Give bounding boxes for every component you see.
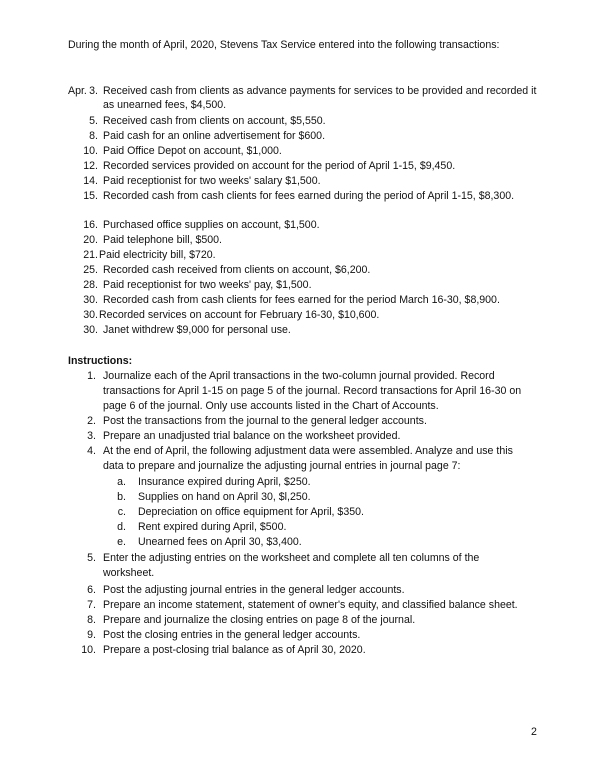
transaction-text: Purchased office supplies on account, $1,500. [103,219,320,231]
transaction-text: Paid electricity bill, $720. [99,249,216,261]
instruction-number: 10. [81,644,96,656]
instruction-text: Journalize each of the April transactions in the two-column journal provided. Record [103,370,495,382]
transaction-day: 3. [89,85,98,97]
instruction-text: Enter the adjusting entries on the worksheet and complete all ten columns of the [103,552,480,564]
transaction-day: 15. [83,190,98,202]
adjustment-letter: b. [117,491,126,503]
transaction-day: 16. [83,219,98,231]
instruction-number: 5. [87,552,96,564]
adjustment-text: Supplies on hand on April 30, $l,250. [138,491,311,503]
intro-text: During the month of April, 2020, Stevens Tax Service entered into the following transactions: [68,39,500,51]
transaction-day: 28. [83,279,98,291]
transaction-text: Recorded cash from cash clients for fees earned during the period of April 1-15, $8,300. [103,190,515,202]
transaction-text: Paid receptionist for two weeks' pay, $1,500. [103,279,312,291]
transaction-text: Janet withdrew $9,000 for personal use. [103,324,291,336]
instruction-text: transactions for April 1-15 on page 5 of the journal. Record transactions for April 16-30 on [103,385,522,397]
transaction-text: Paid receptionist for two weeks' salary $1,500. [103,175,321,187]
transaction-day: 21. [83,249,98,261]
transaction-day: 20. [83,234,98,246]
adjustment-text: Depreciation on office equipment for April, $350. [138,506,364,518]
instruction-text: Prepare a post-closing trial balance as of April 30, 2020. [103,644,366,656]
transaction-text: Recorded services on account for February 16-30, $10,600. [99,309,380,321]
transaction-text: Received cash from clients on account, $5,550. [103,115,326,127]
instruction-number: 3. [87,430,96,442]
instruction-text: Prepare and journalize the closing entries on page 8 of the journal. [103,614,416,626]
page-number: 2 [531,726,537,738]
adjustment-letter: a. [117,476,126,488]
instructions-heading: Instructions: [68,355,133,367]
adjustment-letter: d. [117,521,126,533]
instruction-text: At the end of April, the following adjustment data were assembled. Analyze and use this [103,445,513,457]
transaction-day: 14. [83,175,98,187]
adjustment-letter: e. [117,536,126,548]
transaction-text: Paid telephone bill, $500. [103,234,222,246]
instruction-text: Post the closing entries in the general ledger accounts. [103,629,361,641]
transaction-text: Paid cash for an online advertisement for $600. [103,130,326,142]
instruction-text: data to prepare and journalize the adjusting journal entries in journal page 7: [103,460,461,472]
transaction-day: 25. [83,264,98,276]
month-prefix: Apr. [68,85,87,97]
instruction-number: 1. [87,370,96,382]
instruction-text: worksheet. [103,567,155,579]
instruction-number: 2. [87,415,96,427]
instruction-number: 4. [87,445,96,457]
transaction-day: 10. [83,145,98,157]
transaction-day: 30. [83,309,98,321]
instruction-text: Post the transactions from the journal to the general ledger accounts. [103,415,427,427]
transaction-day: 12. [83,160,98,172]
instruction-number: 6. [87,584,96,596]
adjustment-text: Rent expired during April, $500. [138,521,287,533]
transaction-text: Received cash from clients as advance payments for services to be provided and recorded it [103,85,537,97]
adjustment-letter: c. [117,506,126,518]
instruction-number: 9. [87,629,96,641]
instruction-text: page 6 of the journal. Only use accounts listed in the Chart of Accounts. [103,400,439,412]
transaction-day: 30. [83,324,98,336]
transaction-text-cont: as unearned fees, $4,500. [103,99,227,111]
transaction-text: Recorded cash received from clients on account, $6,200. [103,264,371,276]
instruction-text: Prepare an income statement, statement of owner's equity, and classified balance sheet. [103,599,518,611]
adjustment-text: Unearned fees on April 30, $3,400. [138,536,302,548]
transaction-day: 30. [83,294,98,306]
transaction-day: 5. [89,115,98,127]
transaction-day: 8. [89,130,98,142]
instruction-text: Post the adjusting journal entries in the general ledger accounts. [103,584,405,596]
transaction-text: Recorded cash from cash clients for fees earned for the period March 16-30, $8,900. [103,294,500,306]
transaction-text: Paid Office Depot on account, $1,000. [103,145,282,157]
instruction-number: 8. [87,614,96,626]
instruction-number: 7. [87,599,96,611]
adjustment-text: Insurance expired during April, $250. [138,476,311,488]
instruction-text: Prepare an unadjusted trial balance on the worksheet provided. [103,430,401,442]
transaction-text: Recorded services provided on account for the period of April 1-15, $9,450. [103,160,456,172]
